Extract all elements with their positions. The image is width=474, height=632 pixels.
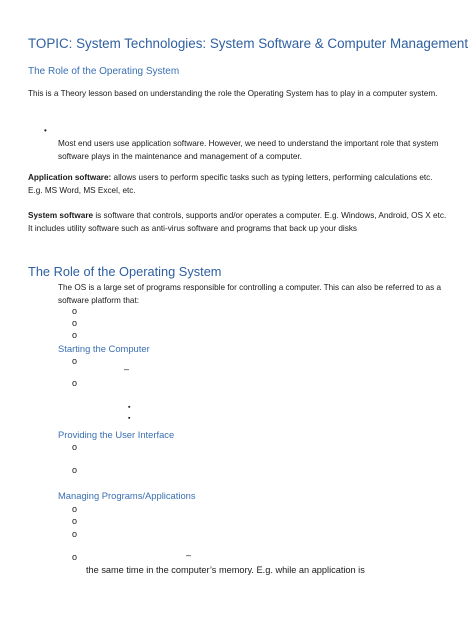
circle-bullet: o	[72, 516, 78, 526]
circle-bullet: o	[72, 378, 78, 388]
section-heading-os: The Role of the Operating System	[28, 264, 222, 279]
subheading-user-interface: Providing the User Interface	[58, 429, 175, 440]
application-software-term: Application software:	[28, 173, 112, 182]
section-heading-role: The Role of the Operating System	[28, 66, 180, 77]
system-software-paragraph	[28, 210, 448, 235]
square-bullet: ▪	[128, 404, 131, 411]
subheading-starting-computer: Starting the Computer	[58, 343, 150, 354]
application-software-text: allows users to perform specific tasks such as typing letters, performing calculations etc. E.g. MS Word, MS Excel, etc.	[28, 173, 433, 195]
square-bullet: ▪	[128, 415, 131, 422]
application-software-paragraph	[28, 172, 448, 197]
circle-bullet: o	[72, 504, 78, 514]
system-software-text: is software that controls, supports and/or operates a computer. E.g. Windows, Android, OS X etc. It includes utility software such as anti-virus software and programs that back up your disks	[28, 211, 447, 233]
circle-bullet: o	[72, 465, 78, 475]
circle-bullet: o	[72, 442, 78, 452]
os-intro-paragraph: The OS is a large set of programs responsible for controlling a computer. This can also be referred to as a software platform that:	[58, 283, 442, 305]
intro-paragraph: This is a Theory lesson based on understanding the role the Operating System has to play in a computer system.	[28, 89, 438, 98]
circle-bullet: o	[72, 552, 78, 562]
bullet-marker: •	[44, 126, 47, 135]
subheading-managing-programs: Managing Programs/Applications	[58, 490, 196, 501]
circle-bullet: o	[72, 356, 78, 366]
dash-mark: –	[124, 364, 130, 374]
system-software-term: System software	[28, 211, 94, 220]
circle-bullet: o	[72, 306, 78, 316]
circle-bullet: o	[72, 318, 78, 328]
circle-bullet: o	[72, 529, 78, 539]
circle-bullet: o	[72, 330, 78, 340]
memory-line: the same time in the computer’s memory. E.g. while an application is	[86, 565, 365, 575]
dash-mark: –	[186, 550, 192, 560]
page-title: TOPIC: System Technologies: System Software & Computer Management	[28, 36, 469, 51]
end-users-paragraph: Most end users use application software. However, we need to understand the important role that system software plays in the maintenance and management of a computer.	[58, 139, 439, 161]
